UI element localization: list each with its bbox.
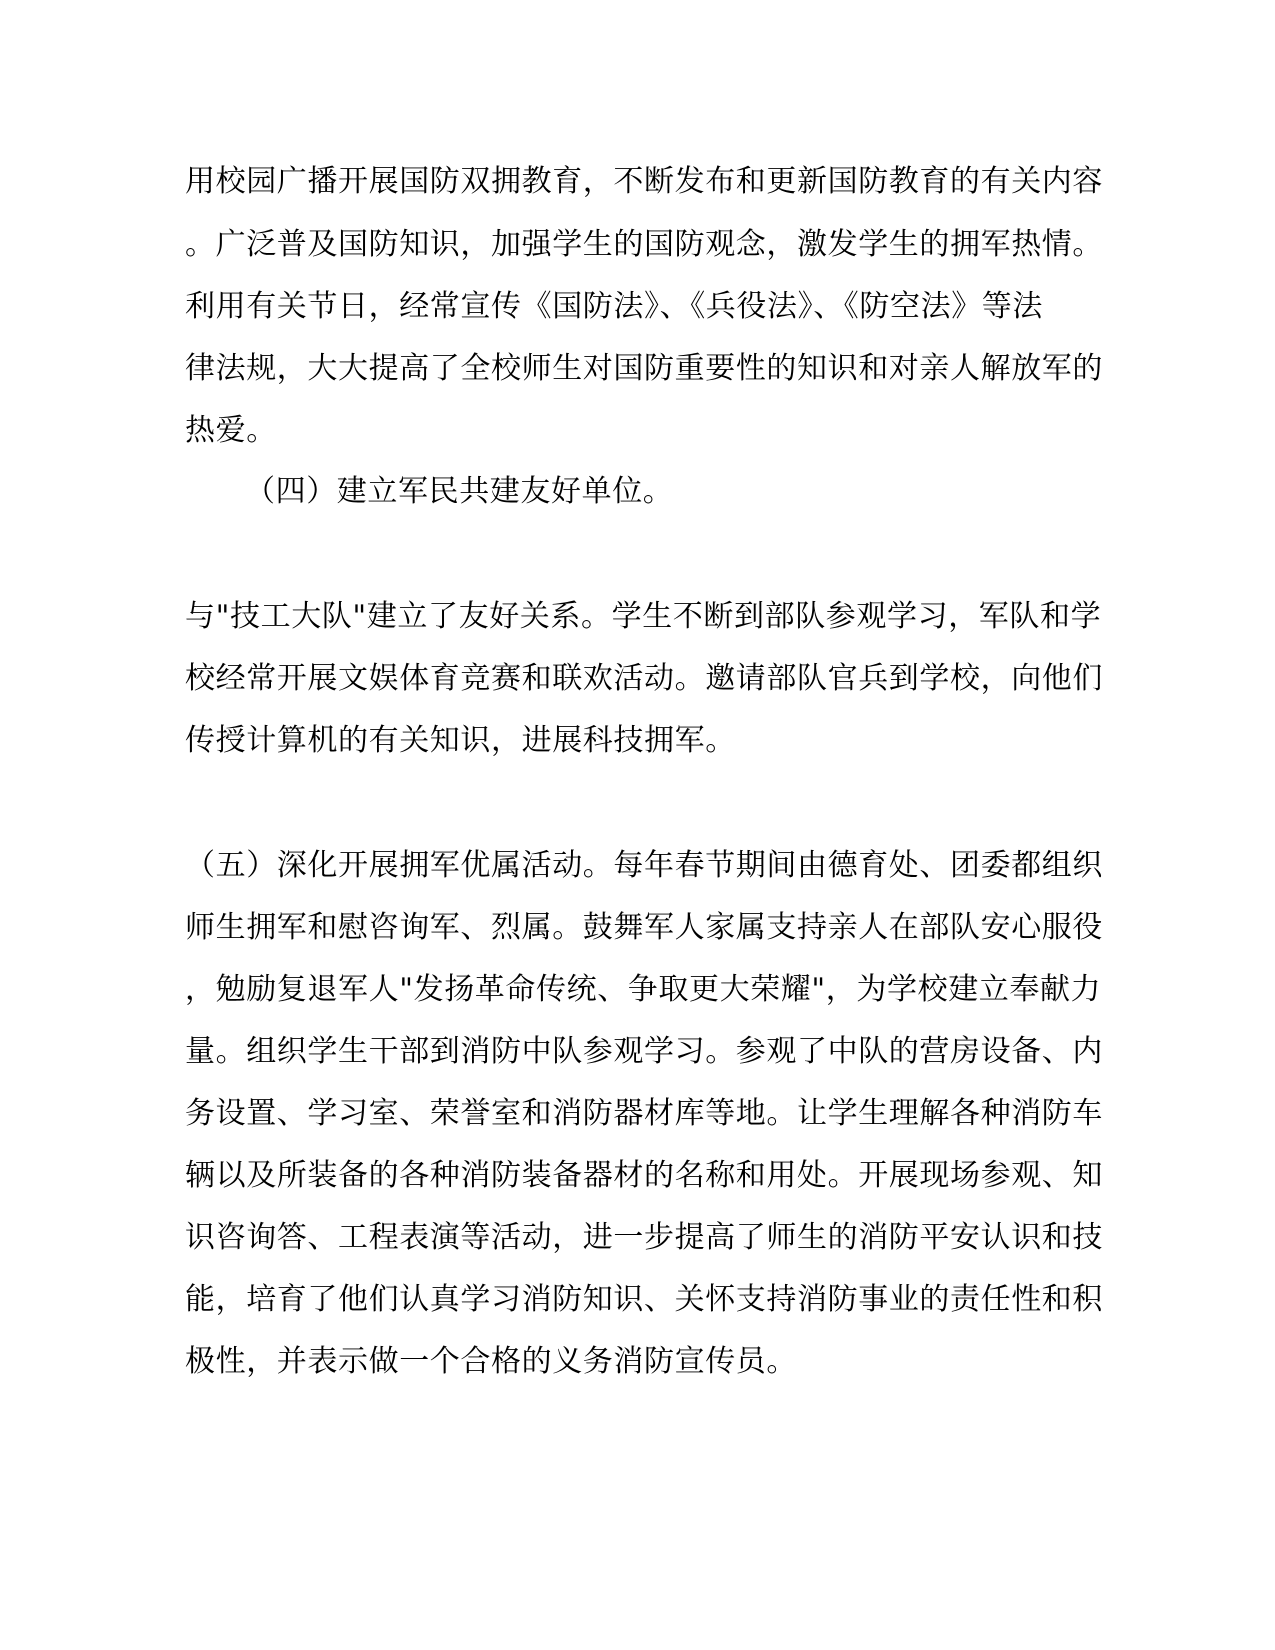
text-line: 。广泛普及国防知识，加强学生的国防观念，激发学生的拥军热情。 <box>185 227 1103 262</box>
text-line: 辆以及所装备的各种消防装备器材的名称和用处。开展现场参观、知 <box>185 1158 1103 1193</box>
text-line: 识咨询答、工程表演等活动，进一步提高了师生的消防平安认识和技 <box>185 1220 1103 1255</box>
text-line: 与"技工大队"建立了友好关系。学生不断到部队参观学习，军队和学 <box>185 599 1102 634</box>
text-line: 律法规，大大提高了全校师生对国防重要性的知识和对亲人解放军的 <box>185 351 1103 386</box>
text-line: ，勉励复退军人"发扬革命传统、争取更大荣耀"，为学校建立奉献力 <box>185 972 1102 1007</box>
text-line: 热爱。 <box>185 413 277 448</box>
text-line: 极性，并表示做一个合格的义务消防宣传员。 <box>185 1344 797 1379</box>
text-line: 用校园广播开展国防双拥教育，不断发布和更新国防教育的有关内容 <box>185 164 1103 199</box>
text-line: 量。组织学生干部到消防中队参观学习。参观了中队的营房设备、内 <box>185 1034 1103 1069</box>
text-line: 校经常开展文娱体育竞赛和联欢活动。邀请部队官兵到学校，向他们 <box>185 661 1103 696</box>
text-line: （五）深化开展拥军优属活动。每年春节期间由德育处、团委都组织 <box>185 848 1103 883</box>
text-line: 能，培育了他们认真学习消防知识、关怀支持消防事业的责任性和积 <box>185 1282 1103 1317</box>
text-line: 师生拥军和慰咨询军、烈属。鼓舞军人家属支持亲人在部队安心服役 <box>185 910 1103 945</box>
section-heading-4: （四）建立军民共建友好单位。 <box>245 474 674 509</box>
text-line: 传授计算机的有关知识，进展科技拥军。 <box>185 723 736 758</box>
text-line: 利用有关节日，经常宣传《国防法》、《兵役法》、《防空法》等法 <box>185 289 1043 324</box>
text-line: 务设置、学习室、荣誉室和消防器材库等地。让学生理解各种消防车 <box>185 1096 1103 1131</box>
